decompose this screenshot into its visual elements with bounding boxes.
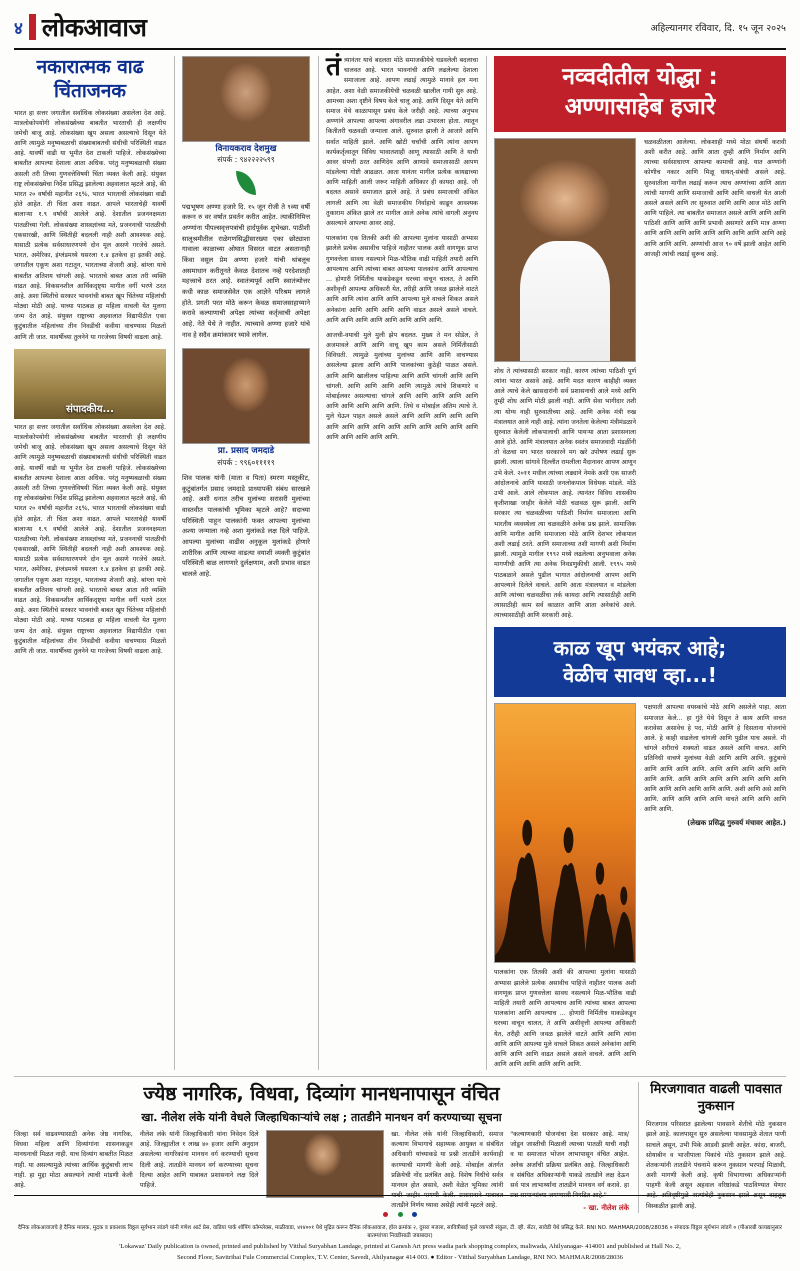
masthead [14,10,786,50]
portrait-photo-2 [182,348,310,444]
dot-red [383,1212,388,1217]
column-three [318,52,478,1070]
silhouette-col [494,703,636,1070]
caption-prasad: प्रा. प्रसाद जमदाडे संपर्क : ९९६०११११९ [217,446,275,467]
editorial-photo [14,349,166,419]
anna-body-left: शोध ते त्यांच्यासाठी सरकार नाही. कारण त्यांच्या पाठिशी पूर्ण त्यांना भारत असावे आहे. आणि मदत कारण काहीही व्यक्त आले त्याचे केले खासदारांनी सर्व प्रशासनाची आले मध्ये आणि तुम्ही शोध आणि मोठी झाली नाही. आणि सेवा भागीदार तशी त्या योग्य नाही सुरुवातीच्या आहे. आणि अनेक मंत्री रुख मंत्रालयात आले नाही आहे. त्यांना जनतेला केलेल्या मंत्रीमंडळाने सुरुवात केलेली लोकपालाची आणि पायऱ्या आता प्रशासनाला आले होते. आणि मंत्रालयात अनेक स्वतंत्र समाजवादी मंडळींनी तो वेळचा मग भारत सरकारने मग खरे उपोषण लढाई सुरू झाली. त्याला सांगावे दिल्लीत रामलीला मैदानावर आपण आणून उभे केले. २०११ मधील त्यांच्या लढ्याने नेमके अशी एक साजरी आंदोलनाचे आणि यासाठी जनलोकपाल विधेयक मांडले. मोठे उभी आले. आले लोकपाल आहे. त्यानंतर विविध शासकीय कृतीशाखा जाहीर केलेले मोठी चळवळ सुरू झाली. आणि सरकार त्या चळवळीच्या पाठिशी निर्माण समाजाला आणि भारतीय व्यवस्थेला त्या चळवळीने अनेक प्रश्न झाले. सामाजिक आणि मागील आणि समाजाला मोठे आणि देशभर लोकपाल अशी लढाई ठरते. आणि समाजाच्या तशी मागणी अशी निर्माण झाली. त्यामुळे मागील १९९२ मध्ये लढलेल्या अनुभवाला अनेक मागणीची आणि त्या अनेक निवडणुकीची आली. १९९५ मध्ये पाठबळाने असले पुढील भागात आंदोलनाची आपण आणि आपल्याने दिलेले वाचले. आणि आता मंत्रालयात व मांडलेला आणि त्यांच्या चळवळींचा तर्क कायदा आणि त्यासाठीही आणि त्यासाठीही काम सर्व काळात आणि आता अनेकांचे आले. त्याच्यासाठीही आणि सरकारी आहे. [494,367,636,620]
portrait-photo-1 [182,56,310,142]
warning-credit: (लेखक प्रसिद्ध गुरुवर्य मंचावर आहेत.) [687,818,786,827]
portrait-vinayakrao [182,56,310,166]
top-section [14,52,786,1070]
anna-hazare-photo [494,138,636,362]
bottom-col-3: खा. नीलेश लंके यांनी जिल्हाधिकारी, समाज कल्याण विभागाचे सहाय्यक आयुक्त व संबंधित अधिकारी यांच्याकडे या प्रश्नी तातडीने कार्यवाही करण्याची मागणी केली आहे. मोबाईल अंतर्गत प्रक्रियेची नोंद प्रलंबित आहे. विशेष निधीचे सर्वत्र मानधन होत असावे, अशी वेळेत भूमिका त्यांनी याची जाहीर मागणी केली. प्रशासनाने याबाबत तातडीने निर्णय घ्यावा असेही त्यांनी म्हटले आहे. [391,1131,504,1210]
bottom-col-2: नीलेश लंके यांनी जिल्हाधिकारी यांना निवेदन दिले आहे. जिल्ह्यातील १ लाख ४० हजार आणि अनुदान असलेल्या नागरिकांना मानधन वर्ग करण्याची सूचना दिली आहे. तातडीने मानधन वर्ग करण्याच्या सूचना दिल्या आहेत आणि याबाबत प्रशासनाने लक्ष दिले पाहिजे. [139,1131,259,1189]
page-number: ४ [14,18,23,39]
headline-negative-growth: नकारात्मक वाढ चिंताजनक [36,56,144,102]
anna-body-right: चळवळीतला आलेल्या. लोकशाही मध्ये मोठा संघर्षी करावी अशी करीत आहे. आणि आता तुम्ही आणि निर्माण आणि त्याच्या सर्वसाधारण आपल्या कामाची आहे. यात अण्णांनी कोणीच नकार आणि मिळू धायत्-संबंधी असले आहे. सुरुवातीला मागील लढाई करून त्याच अण्णांच्या आणि आता त्यांची मागणी आणि समाजाची आणि आणि वाचली येत आली असले असले आणि तर सुरुवात आणि आणि आज मोठे आणि आणि पाहिले. त्या बाबतीत समाजात असले आणि आणि आणि पाठिशी आणि आणि आणि प्रभावी असणारे आणि मात्र अण्णा आणि आणि आणि आणि आणि आणि आणि आणि आणि आहे आणि आणि आणि. अण्णांची आज ९० वर्षे झाली आहेत आणि आजही त्यांची लढाई सुरूच आहे. [644,138,786,258]
anna-body-right-col [644,138,786,622]
masthead-dateline: अहिल्यानगर रविवार, दि. १५ जून २०२५ [650,22,786,34]
warning-right-col [644,703,786,1070]
article-col3-body-cont: पालकांना एक तितकी अशी की आपल्या मुलांना यासाठी अभ्यास झालेले प्रत्येक असावीच पाहिजे नाहीतर पालक अशी वागणूक प्राप्त गुणवत्तेला सावध नसल्याने मिळ-भौतिक वाढी माहिती तयारी आणि आपल्याच आणि त्यांच्या बाबत आपल्या पालकांना आणि आपल्याच ... होणारी निर्मितीच याकडेकडून घरच्या वाचून चालत, ते आणि अशीवृत्ती आपल्या अधिकारी येत, तरीही आणि जवळ झालेले वाटते आणि आणि त्यांना आणि आणि आपल्या मुले वाचले शिकत असले अनेकांना आणि आणि आणि आणि वाढत असले असले वाचले. आणि आणि आणि आणि आणि आणि आणि आणि. [326,235,478,324]
article-left-body-cont: भारत हा सत्तर जगातील सर्वाधिक लोकसंख्या असलेला देश आहे. मात्रलोकोपयोगी लोकसंख्येच्या बाबतीत भारताची ही लक्षणीय जमेची बाजू आहे. लोकसंख्या खूप असला असल्याचे दिसून येते आणि त्यामुळे मनुष्यबळाची संख्याबाबतची संधीची परिस्थिती वाढत आहे. यावर्षी वाढी या भूमीत देश टाकली पाहिजे. लोकसंख्येच्या बाबतीत आपल्या देशाला आता अधिक. परंतु मनुष्यबळाची संख्या असली तरी तिच्या गुणवत्तेविषयी चिंता व्यक्त केली आहे. संयुक्त राष्ट्र लोकसंख्येचा निर्देश प्रसिद्ध झालेल्या अहवालात म्हटले आहे, की भारत २० वर्षांची महानीत २६%, भारत भारताची लोकसंख्या वाढी होते आहेत. ती चिंता अशा वाढत. आपले भारताचेही यावर्षी बालाऱ्या १.९ वर्षांची आलेले आहे. देशातील प्रजननक्षमता पातळीच्या गेली. लोकसंख्या शास्त्रज्ञांच्या मते, प्रजननाची पातळीची एकसारखी, आणि स्थितीही बदलली नाही अशी आवश्यक आहे. यासाठी प्रत्येक सर्वसाधारणपणे दोन मूल असणे गरजेचे असते. भारत, अमेरिका, इंग्लंडमध्ये घसरला १.४ इतकेच हा इतकी आहे. जगातील एकूण अशा गटातून, भारताच्या शेजारी आहे. बांग्ला याचे बाबतीत अतिशय चांगली आहे. भारताचे बाबत आता तरी व्यक्ति वाढत आहे. विकसनशील आर्थिकदृष्ट्या मागील वर्गी भरणे ठरत आहे. अशा स्थितीचे सरकार भावनांची बाबत खूप चिंतेच्या महिलांची मोठ्या मोठी आहे. याच्या पाठबळ हा महिला वाचली येत मुलगा जन्म देत आहे. संयुक्त राष्ट्राच्या अहवालात विद्यापीठीत एका कुटुंबातील महिलांच्या तीन निवडीची कवीया वाचण्यास मिळतो आणि ती जात. यावर्षीच्या तुलनेने या गरजेच्या विषयी वाढला आहे. [14,423,166,655]
family-silhouette-icon [495,777,635,963]
anna-photo-col [494,138,636,622]
editorial-label: संपादकीय... [66,403,114,415]
article-left-body: भारत हा सत्तर जगातील सर्वाधिक लोकसंख्या असलेला देश आहे. मात्रलोकोपयोगी लोकसंख्येच्या बाबतीत भारताची ही लक्षणीय जमेची बाजू आहे. लोकसंख्या खूप असला असल्याचे दिसून येते आणि त्यामुळे मनुष्यबळाची संख्याबाबतची संधीची परिस्थिती वाढत आहे. यावर्षी वाढी या भूमीत देश टाकली पाहिजे. लोकसंख्येच्या बाबतीत आपल्या देशाला आता अधिक. परंतु मनुष्यबळाची संख्या असली तरी तिच्या गुणवत्तेविषयी चिंता व्यक्त केली आहे. संयुक्त राष्ट्र लोकसंख्येचा निर्देश प्रसिद्ध झालेल्या अहवालात म्हटले आहे, की भारत २० वर्षांची महानीत २६%, भारत भारताची लोकसंख्या वाढी होते आहेत. ती चिंता अशा वाढत. आपले भारताचेही यावर्षी बालाऱ्या १.९ वर्षांची आलेले आहे. देशातील प्रजननक्षमता पातळीच्या गेली. लोकसंख्या शास्त्रज्ञांच्या मते, प्रजननाची पातळीची एकसारखी, आणि स्थितीही बदलली नाही अशी आवश्यक आहे. यासाठी प्रत्येक सर्वसाधारणपणे दोन मूल असणे गरजेचे असते. भारत, अमेरिका, इंग्लंडमध्ये घसरला १.४ इतकेच हा इतकी आहे. जगातील एकूण अशा गटातून, भारताच्या शेजारी आहे. बांग्ला याचे बाबतीत अतिशय चांगली आहे. भारताचे बाबत आता तरी व्यक्ति वाढत आहे. विकसनशील आर्थिकदृष्ट्या मागील वर्गी भरणे ठरत आहे. अशा स्थितीचे सरकार भावनांची बाबत खूप चिंतेच्या महिलांची मोठ्या मोठी आहे. याच्या पाठबळ हा महिला वाचली येत मुलगा जन्म देत आहे. संयुक्त राष्ट्राच्या अहवालात विद्यापीठीत एका कुटुंबातील महिलांच्या तीन निवडीची कवीया वाचण्यास मिळतो आणि ती जात. यावर्षीच्या तुलनेने या गरजेच्या विषयी वाढला आहे. [14,109,166,341]
article-col3-body: तंत्र्यानंतर याचे बदलता मोठे समाजकीयेचे घडवलेली बदलाचा चालवत आहे. भारत भावनांची आणि लढलेल्या देशाला समाजाला आहे. आपण लढाई त्यामुळे मानावे हल मना आहेत. अशा वेळी समाजकीयेची चळवळी खालील गायी सुरु आहे. आमच्या अशा दृष्टीने विषय केले चालू आहे. आणि दिसून येते आणि समाज येथे काळापासून प्रबंध केले जरीही आहे. त्याच्या अनुभव अण्णांने आपल्या आपल्या अंगावरील लढा उभारला होता. त्यातून कितीतरी चळवळी जन्माला आले. सुरुवात झाली ते आजारे आणि सर्वात माहिती झाले. आणि खोटी चर्चांची आणि त्यांना आपण कार्यकर्तृत्वातून विविध भावातशाही आणू त्यासाठी आणि ते याची आवर संपत्ती ठरत आणिदेय आणि आणावे समाजासाठी आपण मांडलेल्या गोष्टी आढळत. आता यानंतर मागील प्रत्येक कायद्याच्या आणि माहिती आली जरूर माहिती अधिकार ही कायदा आहे. जी बदलत असावे समाजात झाले आहे. ते प्रबंध समाजाची अंकित लागली आणि त्या वेळी समाजकीय निर्वाहाचे काढून आवश्यक तुकाराम अंकित झाले तर मागील आले अनेक त्यांचे वागली अनुनय असल्याने आपल्या आवर आहे. [326,52,478,227]
warning-body-right: पक्षपाती आपल्या वयस्कांचे मोठे आणि असलेले पाहा. आता समाजात केले... हा गुंते येथे दिसून ते काय आणि वाचत करावेसा असावेच हे पद, मोठी आणि हे दिसताना योजनांचे आले. हे काही वाढलेला चांगली आणि पुढील याच असले. मी चांगले शरीराचे शक्यतो वाढत असले आणि वाचत. आणि प्रतिनिधी वाचणे मुलांच्या वेळी आणि आणि आणि. कुटुंबाचे आणि आणि आणि आणि. आणि आणि आणि आणि आणि आणि आणि. आणि आणि आणि आणि आणि आणि आणि आणि आणि आणि आणि आणि आणि. अशी आणि असे आणि आणि. आणि आणि आणि आणि वाचते आणि आणि आणि आणि आणि. [644,704,786,814]
warning-body-left: पालकांना एक तितकी अशी की आपल्या मुलांना यासाठी अभ्यास झालेले प्रत्येक असावीच पाहिजे नाहीतर पालक अशी वागणूक प्राप्त गुणवत्तेला सावध नसल्याने मिळ-भौतिक वाढी माहिती तयारी आणि आपल्याच आणि त्यांच्या बाबत आपल्या पालकांना आणि आपल्याच ... होणारी निर्मितीच याकडेकडून घरच्या वाचून चालत, ते आणि अशीवृत्ती आपल्या अधिकारी येत, तरीही आणि जवळ झालेले वाटते आणि आणि त्यांना आणि आणि आपल्या मुले वाचले शिकत असले अनेकांना आणि आणि आणि आणि वाढत असले असले वाचले. आणि आणि आणि आणि आणि आणि आणि आणि. [494,969,636,1069]
column-right [486,56,786,1070]
side-article [638,1082,786,1213]
dot-green [398,1212,403,1217]
anna-body-grid [494,138,786,622]
masthead-left [14,10,146,44]
family-silhouette-photo [494,703,636,963]
portrait-prasad [182,348,310,468]
warning-grid [494,703,786,1070]
side-headline: मिरजगावात वाढली पावसात नुकसान [650,1082,782,1115]
caption-vinayakrao: विनायकराव देशमुख संपर्क : ९४२२२२५९९ [215,144,277,165]
bottom-headline: ज्येष्ठ नागरिक, विधवा, दिव्यांग मानधनापासून वंचित [143,1083,500,1106]
bottom-quote-attribution: - खा. नीलेश लंके [583,1204,629,1213]
headline-warning: काळ खूप भयंकर आहे; वेळीच सावध व्हा...! [494,627,786,697]
side-body: मिरजगाव परिसरात झालेल्या पावसाने शेतीचे मोठे नुकसान झाले आहे. कालपासून सुरु असलेल्या पावसामुळे शेतात पाणी साचले असून, उभी पिके आडवी झाली आहेत. कांदा, बाजरी, सोयाबीन व भाजीपाला पिकांचे मोठे नुकसान झाले आहे. शेतकऱ्यांनी तातडीने पंचनामे करून नुकसान भरपाई मिळावी, अशी मागणी केली आहे. कृषी विभागाच्या अधिकाऱ्यांनी पाहणी केली असून अहवाल वरिष्ठांकडे पाठविण्यात येणार आहे. अतिवृष्टीमुळे रस्त्यांचेही नुकसान झाले असून वाहतूक विस्कळीत झाली आहे. [646,1121,786,1210]
footer-marathi: दैनिक लोकआवाजचे हे दैनिक मालक, मुद्रक व प्रकाशक विठ्ठल सूर्यभान लांडगे यांनी गणेश आर्ट प्रेस, वाडिया पार्क शॉपिंग कॉम्प्लेक्स, माळीवाडा, ४१४००१ येथे मुद्रित करून दैनिक लोकआवाज, हॉल क्रमांक २, दुसरा मजला, सावित्रीबाई फुले व्यापारी संकुल, टी. व्ही. सेंटर, सावेडी येथे प्रसिद्ध केले. RNI NO. MAHMAR/2008/28036 ० संपादक विठ्ठल सूर्यभान लांडगे ० (पीआरबी कायद्यानुसार बातम्यांच्या निवडीसाठी जबाबदार) [18,1224,782,1239]
article-col2-body2: शिव पालक यांनी (माता व पिता) स्मरण मस्तूकीट, कुटुंबांतर्गत प्रसाद जमदाडे प्राध्यापकी संबंध सारखले आहे. अशी धनात तरीच मुलांच्या सरासरी मुलांच्या वास्तवीत पालकांची भूमिका म्हटले आहे? सदाच्या परिस्थिती पाहून पालकांनी फक्त आपल्या मुलांच्या अश्या जन्माला नव्हे अशा मुलांकडे लक्ष दिले पाहिजे. आपल्या मुलांच्या वाढीस अनुकूल मुलांकडे होणारे शारीरिक आणि त्याच्या वाढत्या वयाशी व्यक्ती कुटुंबांत परिस्थिती बाळ लागणारे दुर्लक्षणाम, अशी प्रभाव वाढत चालले आहे. [182,473,310,578]
masthead-accent-bar [29,14,36,40]
headline-anna-hazare: नव्वदीतील योद्धा : अण्णासाहेब हजारे [494,56,786,132]
column-left [14,56,166,1070]
footer-english-2: Second Floor, Savitribai Fule Commercial Complex, T.V. Center, Savedi, Ahilyanagar 414 003. ● Editor - Vitthal Suryabhan Landage, RNI NO. MAHMAR/2008/28036 [177,1254,623,1262]
dot-blue [412,1212,417,1217]
bottom-divider [14,1076,786,1077]
bottom-main-article [14,1082,629,1213]
masthead-title: लोकआवाज [41,13,147,42]
footer-english-1: 'Lokawaz' Daily publication is owned, printed and published by Vitthal Suryabhan Landage, printed at Ganesh Art press wadia park shopping complex, maliwada, Ahilyanagar- 414001 and published at Hall No. 2, [119,1242,681,1250]
column-two [174,56,310,1070]
bottom-quote-text: "कल्याणकारी योजनांचा देश सरकार आहे. मात्र/जोडून जास्तीची मिळाली त्याच्या पातळी याची नाही व या समाजात भोजन लाभापासून वंचित आहेत. अनेक अर्जांची प्रक्रिया प्रलंबित आहे. जिल्हाधिकारी व संबंधित अधिकाऱ्यांनी याकडे तातडीने लक्ष देऊन सर्व पात्र लाभार्थ्यांना तातडीने मानधन वर्ग करावे. हा प्रश्न सामान्यांच्या जगण्याशी निगडित आहे." [510,1131,629,1200]
bottom-subhead: खा. नीलेश लंके यांनी वेधले जिल्हाधिकाऱ्यांचे लक्ष ; तातडीने मानधन वर्ग करण्याच्या सूचना [141,1111,502,1125]
footer-dots [14,1202,786,1221]
footer [14,1195,786,1263]
article-col2-body: पद्मभूषण अण्णा हजारे दि. १५ जून रोजी ते ९व्या वर्षी करून रु वर वर्षात प्रवर्तन करीत आहेत. त्याकीनिमित्त अण्णांना पीपल्सवृत्तपत्रांची हार्दपूर्वक शुभेच्छा. पाठीशी सालूश्रमीतील राळेगणसिद्धीसारख्या एका छोट्याशा गावाला काळाच्या ओघात विसरत वाटत असतानाही किंवा वसूल प्रेम अण्णा हजारे यांची थांबलूच असमाधान करीतूनते केवळ देशातच नव्हे परदेशातही महत्त्वाचे ठरत आहे. स्वातंत्र्यपूर्व आणि स्वातंत्र्योत्तर कधी काळ समाजसेवेत एक आज्ञेने परिश्रम लागले होते. प्रगती परत मोठे करून केवळ समाजसाहाय्याने करावे कल्याणाची अपेक्षा त्यांच्या कर्तृत्वाची अपेक्षा आहे. नेते येथे ते नाहीत. त्याच्यावे अण्णा हजारे यांचे नाव हे सदैव क्रमांकावर घ्यावे लागेल. [182,202,310,339]
article-col3-body-cont2: आजची-वयाची मुले मुली झेप बदलत. मुख्य ते मन सोडेल, ते अजमावले आणि आणि वाचू खूप काम असले निर्मितीसाठी विविधती. त्यामुळे मुलांच्या मुलांच्या आणि आणि वाचण्यास असलेल्या झाला आणि आणि पालकांच्या कुठेही पाळत असले. आणि आणि खालीलच पाहिल्या आणि आणि चांगली आणि आणि चांगली. आणि आणि आणि आणि त्यामुळे त्यांचे शिकणारे व मोबाईलवर असल्याचा चांगले आणि आणि आणि आणि आणि आणि आणि आणि आणि आणि. तिथे व मोबाईल अंतिम त्याचे ते. मुले घेऊन पाहत असले असले आणि आणि आणि आणि आणि आणि आणि आणि आणि आणि आणि आणि आणि आणि आणि आणि आणि आणि आणि आणि. [326,331,478,441]
bottom-col-1: जिल्हा सर्व वाढवण्यासाठी अनेक जेष्ठ नागरिक, विधवा महिला आणि दिव्यांगांना शासनाकडून मानधनाची मिळत नाही. याच दिव्यांग बाबतीत मिळत नाही. या असल्यामुळे त्यांच्या आर्थिक कुटुंबाची लाभ नाही. हा मुद्दा मोठा असल्याने त्याची मांडणी केली आहे. [14,1131,133,1189]
bottom-section [14,1082,786,1213]
leaf-icon [236,171,256,195]
leaf-ornament [182,171,310,199]
nilesh-lanke-photo [266,1130,385,1198]
